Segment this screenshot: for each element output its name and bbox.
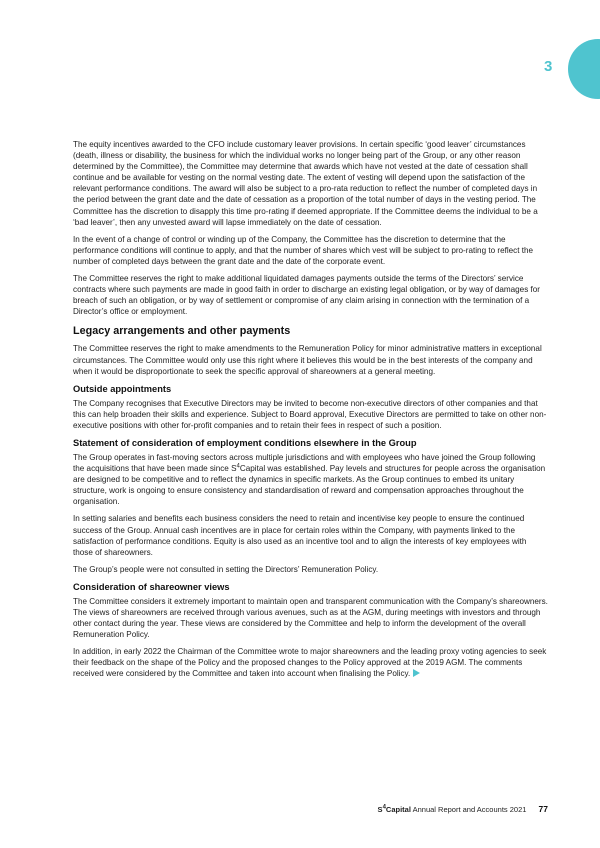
paragraph-chairman-letter	[73, 646, 548, 679]
footer-brand-sup: 4	[382, 804, 386, 811]
paragraph-outside-appointments: The Company recognises that Executive Directors may be invited to become non-executive directors of other companies and that this can help broaden their skills and experience. Subject to Board approval, Executive Directors are permitted to take on other non-executive positions with other for-profit companies and to retain their fees in respect of such a position.	[73, 398, 547, 430]
paragraph-shareowner-communication: The Committee considers it extremely important to maintain open and transparent communication with the Company’s shareowners. The views of shareowners are received through various avenues, such as at the AGM, during meetings with investors and through other contact during the year. These views are considered by the Committee and help to inform the development of the overall Remuneration Policy.	[73, 596, 548, 640]
heading-shareowner-views: Consideration of shareowner views	[73, 581, 230, 592]
heading-employment-conditions: Statement of consideration of employment conditions elsewhere in the Group	[73, 437, 417, 448]
page-number: 77	[538, 804, 548, 814]
paragraph-group-operations-a: The Group operates in fast-moving sectors across multiple jurisdictions and with employees who have joined the Group following the acquisitions that have been made since S	[73, 452, 536, 474]
paragraph-change-of-control: In the event of a change of control or winding up of the Company, the Committee has the discretion to determine that the performance conditions will continue to apply, and that the number of shares which vest will be subject to pro-rating to reflect the number of completed days between the grant date and the date of the corporate event.	[73, 234, 534, 266]
heading-legacy-arrangements: Legacy arrangements and other payments	[73, 325, 291, 338]
paragraph-legacy-arrangements: The Committee reserves the right to make amendments to the Remuneration Policy for minor administrative matters in exceptional circumstances. The Committee would only use this right where it believes this would be in the best interests of the company and when it would be disproportionate to seek the specific approval of shareowners at a general meeting.	[73, 344, 542, 376]
superscript-4: 4	[236, 463, 240, 470]
footer-brand-rest: Capital	[385, 805, 411, 814]
footer-brand	[378, 805, 411, 814]
section-tab	[568, 39, 600, 99]
paragraph-liquidated-damages: The Committee reserves the right to make additional liquidated damages payments outside the terms of the Directors’ service contracts where such payments are made in good faith in order to discharge an existing legal obligation, or by way of damages for breach of such an obligation, or by way of settlement or compromise of any claim arising in connection with the termination of a Director’s office or employment.	[73, 274, 540, 317]
paragraph-leaver-provisions: The equity incentives awarded to the CFO include customary leaver provisions. In certain specific ‘good leaver’ circumstances (death, illness or disability, the business for which the individual works no longer being part of the Group, or any other reason determined by the Committee), the Committee may determine that awards which have not vested at the date of cessation shall continue and be available for vesting on the normal vesting date. The extent of vesting will depend upon the satisfaction of the relevant performance conditions. The award will also be subject to a pro-rata reduction to reflect the number of completed days in the period between the grant date and the date of cessation as a proportion of the total number of days in the vesting period. The Committee has the discretion to disapply this time pro-rating if deemed appropriate. If the Committee deems the individual to be a ‘bad leaver’, then any unvested award will lapse immediately on the date of cessation.	[73, 140, 538, 227]
paragraph-chairman-letter-text: In addition, in early 2022 the Chairman of the Committee wrote to major shareowners and the leading proxy voting agencies to seek their feedback on the shape of the Policy and the proposed changes to the Policy approved at the 2019 AGM. The comments received were considered by the Committee and taken into account when finalising the Policy.	[73, 647, 547, 679]
paragraph-salaries-benefits: In setting salaries and benefits each business considers the need to retain and incentivise key people to ensure the continued success of the Group. Annual cash incentives are in place for certain roles within the Company, with payments linked to the satisfaction of performance conditions. Equity is also used as an incentive tool and to align the interests of key employees with those of shareowners.	[73, 514, 527, 557]
paragraph-group-operations-b: Capital was established. Pay levels and structures for people across the organisation are designed to be competitive and to reflect the dynamics in specific markets. As the Group continues to embed its unitary structure, work is ongoing to ensure consistency and standardisation of reward and compensation approaches throughout the organisation.	[73, 464, 546, 507]
section-number: 3	[544, 58, 553, 75]
paragraph-people-consulted: The Group’s people were not consulted in setting the Directors’ Remuneration Policy.	[73, 564, 379, 574]
body-content	[73, 139, 548, 686]
page-footer	[330, 804, 548, 814]
footer-report-title: Annual Report and Accounts 2021	[412, 805, 527, 814]
paragraph-group-operations	[73, 452, 548, 507]
continue-arrow-icon	[413, 669, 420, 677]
heading-outside-appointments: Outside appointments	[73, 383, 172, 394]
footer-brand-s: S	[377, 805, 383, 814]
